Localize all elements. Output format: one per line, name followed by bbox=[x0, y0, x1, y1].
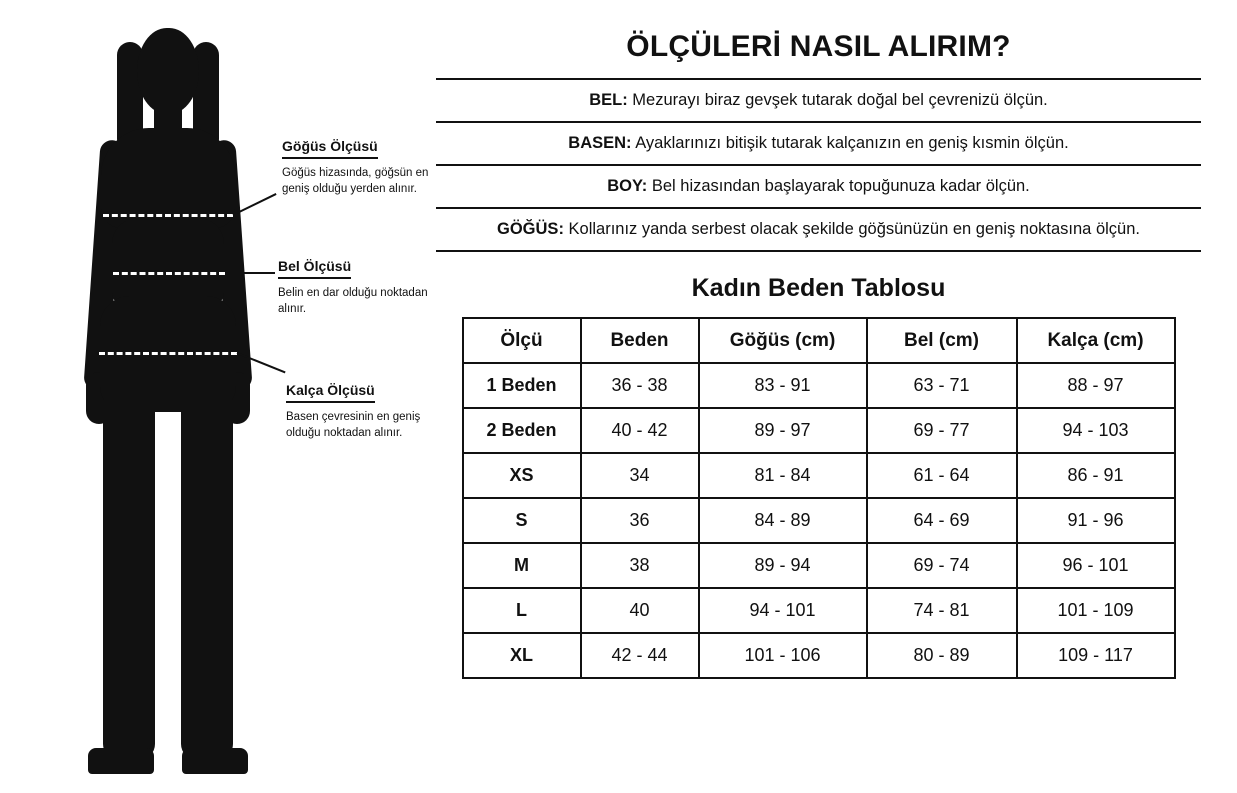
cell-kalca: 88 - 97 bbox=[1017, 363, 1175, 408]
bust-measure-line bbox=[103, 214, 233, 217]
cell-size-name: 2 Beden bbox=[463, 408, 581, 453]
cell-gogus: 89 - 94 bbox=[699, 543, 867, 588]
cell-gogus: 84 - 89 bbox=[699, 498, 867, 543]
column-header-olcu: Ölçü bbox=[463, 318, 581, 363]
table-row bbox=[463, 408, 1175, 453]
cell-kalca: 101 - 109 bbox=[1017, 588, 1175, 633]
callout-waist-desc: Belin en dar olduğu noktadan alınır. bbox=[278, 287, 428, 315]
measurement-instructions bbox=[436, 78, 1201, 252]
table-row bbox=[463, 633, 1175, 678]
waist-shape bbox=[112, 218, 224, 308]
column-header-bel: Bel (cm) bbox=[867, 318, 1017, 363]
cell-kalca: 96 - 101 bbox=[1017, 543, 1175, 588]
callout-hip-desc: Basen çevresinin en geniş olduğu noktadan alınır. bbox=[286, 411, 421, 439]
cell-bel: 74 - 81 bbox=[867, 588, 1017, 633]
waist-leader-line bbox=[225, 272, 275, 274]
body-illustration bbox=[0, 0, 430, 793]
foot-right-shape bbox=[182, 748, 248, 774]
leg-right-shape bbox=[181, 400, 233, 760]
cell-beden: 34 bbox=[581, 453, 699, 498]
cell-beden: 36 - 38 bbox=[581, 363, 699, 408]
head-shape bbox=[137, 28, 199, 114]
cell-kalca: 94 - 103 bbox=[1017, 408, 1175, 453]
instruction-text: Ayaklarınızı bitişik tutarak kalçanızın en geniş kısmin ölçün. bbox=[631, 134, 1069, 153]
cell-gogus: 83 - 91 bbox=[699, 363, 867, 408]
cell-bel: 69 - 74 bbox=[867, 543, 1017, 588]
callout-waist-title: Bel Ölçüsü bbox=[278, 258, 351, 279]
callout-bust-title: Göğüs Ölçüsü bbox=[282, 138, 378, 159]
cell-beden: 40 bbox=[581, 588, 699, 633]
cell-size-name: S bbox=[463, 498, 581, 543]
size-chart-table bbox=[462, 317, 1176, 679]
cell-gogus: 81 - 84 bbox=[699, 453, 867, 498]
column-header-kalca: Kalça (cm) bbox=[1017, 318, 1175, 363]
callout-bust-desc: Göğüs hizasında, göğsün en geniş olduğu yerden alınır. bbox=[282, 167, 429, 195]
foot-left-shape bbox=[88, 748, 154, 774]
cell-bel: 61 - 64 bbox=[867, 453, 1017, 498]
cell-kalca: 91 - 96 bbox=[1017, 498, 1175, 543]
inner-thigh-gap bbox=[0, 0, 26, 120]
cell-size-name: M bbox=[463, 543, 581, 588]
callout-bust bbox=[282, 138, 430, 197]
cell-beden: 38 bbox=[581, 543, 699, 588]
cell-kalca: 86 - 91 bbox=[1017, 453, 1175, 498]
cell-size-name: XS bbox=[463, 453, 581, 498]
instruction-label: GÖĞÜS: bbox=[497, 220, 564, 239]
cell-gogus: 89 - 97 bbox=[699, 408, 867, 453]
instruction-text: Mezurayı biraz gevşek tutarak doğal bel çevrenizü ölçün. bbox=[627, 91, 1048, 109]
table-row bbox=[463, 588, 1175, 633]
table-row bbox=[463, 363, 1175, 408]
instruction-row bbox=[436, 80, 1201, 123]
cell-beden: 42 - 44 bbox=[581, 633, 699, 678]
cell-bel: 80 - 89 bbox=[867, 633, 1017, 678]
cell-kalca: 109 - 117 bbox=[1017, 633, 1175, 678]
column-header-beden: Beden bbox=[581, 318, 699, 363]
hip-measure-line bbox=[99, 352, 237, 355]
instruction-label: BOY: bbox=[607, 177, 648, 196]
table-row bbox=[463, 543, 1175, 588]
chest-shape bbox=[101, 128, 235, 228]
cell-bel: 69 - 77 bbox=[867, 408, 1017, 453]
size-guide-content bbox=[430, 0, 1237, 793]
cell-beden: 40 - 42 bbox=[581, 408, 699, 453]
instruction-text: Kollarınız yanda serbest olacak şekilde göğsünüzün en geniş noktasına ölçün. bbox=[563, 220, 1140, 239]
instruction-label: BASEN: bbox=[568, 134, 632, 153]
waist-measure-line bbox=[113, 272, 225, 275]
cell-gogus: 101 - 106 bbox=[699, 633, 867, 678]
cell-bel: 64 - 69 bbox=[867, 498, 1017, 543]
instruction-row bbox=[436, 123, 1201, 166]
table-row bbox=[463, 453, 1175, 498]
cell-size-name: 1 Beden bbox=[463, 363, 581, 408]
cell-size-name: L bbox=[463, 588, 581, 633]
instruction-row bbox=[436, 209, 1201, 252]
table-row bbox=[463, 498, 1175, 543]
instruction-label: BEL: bbox=[589, 91, 628, 109]
callout-hip bbox=[286, 382, 430, 441]
cell-bel: 63 - 71 bbox=[867, 363, 1017, 408]
callout-waist bbox=[278, 258, 430, 317]
cell-gogus: 94 - 101 bbox=[699, 588, 867, 633]
page-title: ÖLÇÜLERİ NASIL ALIRIM? bbox=[626, 30, 1011, 63]
table-title: Kadın Beden Tablosu bbox=[691, 274, 946, 303]
instruction-row bbox=[436, 166, 1201, 209]
cell-beden: 36 bbox=[581, 498, 699, 543]
callout-hip-title: Kalça Ölçüsü bbox=[286, 382, 375, 403]
table-header-row bbox=[463, 318, 1175, 363]
leg-left-shape bbox=[103, 400, 155, 760]
cell-size-name: XL bbox=[463, 633, 581, 678]
instruction-text: Bel hizasından başlayarak topuğunuza kadar ölçün. bbox=[647, 177, 1030, 196]
column-header-gogus: Göğüs (cm) bbox=[699, 318, 867, 363]
